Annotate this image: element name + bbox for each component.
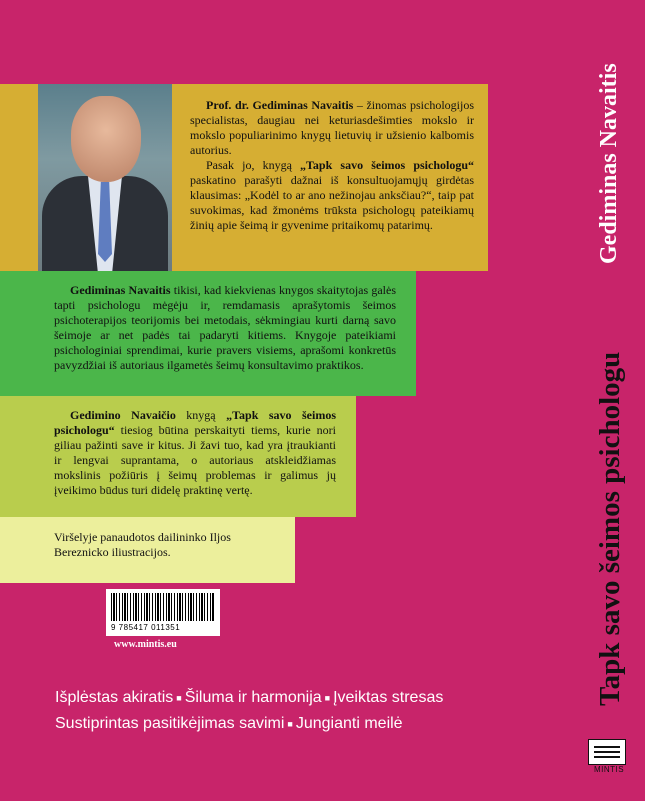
publisher-name: MINTIS [594,765,625,774]
bullet-icon: ■ [287,718,293,729]
publisher-website: www.mintis.eu [114,639,177,650]
barcode-bars [111,593,215,621]
blurb-green: Gediminas Navaitis tikisi, kad kiekvienas knygos skaitytojas galės tapti psichologu mėgėju ir, remdamasis aprašytomis šeimos psichoterapijos teorijomis bei metodais, sėkmingiau kurti darną savo šeimoje ar net padės tai padaryti kitiems. Knygoje pateikiami psichologiniai sprendimai, kurie pravers visiems, aprašomi konkretūs pavyzdžiai iš autoriaus ilgametės šeimų konsultavimo praktikos. [0,271,416,396]
bullet-icon: ■ [324,692,331,703]
barcode [106,589,220,636]
blurb-lime: Gedimino Navaičio knygą „Tapk savo šeimos psichologu“ tiesiog būtina perskaityti tiems, kurie nori giliau pažinti save ir kitus. Ji žavi tuo, kad yra įtraukianti ir lengvai suprantama, o autoriaus atskleidžiamas mokslinis požiūris į šeimų problemas ir galimus jų įveikimo būdus turi didelę praktinę vertę. [0,396,356,517]
features-line-1: Išplėstas akiratis ■ Šiluma ir harmonija ■ Įveiktas stresas [55,689,444,706]
spine-title: Tapk savo šeimos psichologu [594,351,626,706]
spine-author: Gediminas Navaitis [596,63,622,264]
author-photo [38,84,172,271]
features-line-2: Sustiprintas pasitikėjimas savimi ■ Jungianti meilė [55,715,403,732]
publisher-logo-icon [588,739,626,765]
isbn: 9 785417 011351 [111,623,181,632]
illustration-credit: Viršelyje panaudotos dailininko Iljos Bereznicko iliustracijos. [54,530,231,559]
illustration-credit-panel [0,517,295,583]
author-bio: Prof. dr. Gediminas Navaitis – žinomas psichologijos specialistas, daugiau nei keturiasdešimties mokslo ir mokslo populiarinimo knygų lietuvių ir užsienio kalbomis autorius. Pasak jo, knygą „Tapk savo šeimos psichologu“ paskatino parašyti dažnai iš konsultuojamųjų girdėtas klausimas: „Kodėl to ar ano nežinojau anksčiau?“, taip pat suvokimas, kad žmonėms trūksta psichologų pateikiamų žinių apie šeimą ir gyvenime pritaikomų patarimų. [190,98,475,232]
author-panel [0,84,488,271]
author-name: Prof. dr. Gediminas Navaitis [206,98,354,112]
bullet-icon: ■ [176,692,182,703]
